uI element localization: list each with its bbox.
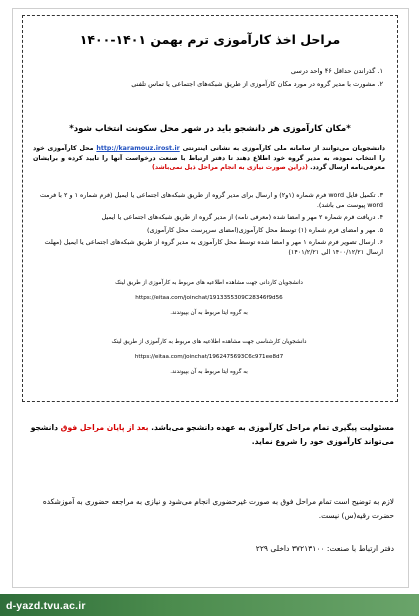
responsibility-after: دانشجو می‌تواند کارآموزی خود را شروع نماید. bbox=[30, 423, 394, 446]
steps-box bbox=[22, 15, 398, 402]
list-item: ۱. گذراندن حداقل ۴۶ واحد درسی bbox=[290, 67, 383, 75]
contact-phone: دفتر ارتباط با صنعت: ۳۷۲۱۳۱۰۰ داخلی ۲۲۹ bbox=[255, 544, 394, 553]
channel-tail: به گروه ایتا مربوط به آن بپیوندند. bbox=[170, 310, 248, 316]
intro-prefix: دانشجویان می‌توانند از سامانه ملی کارآموزی به نشانی اینترنتی bbox=[182, 145, 385, 152]
site-url[interactable]: d-yazd.tvu.ac.ir bbox=[6, 600, 86, 612]
responsibility-paragraph bbox=[27, 421, 394, 449]
list-item: ۵. مهر و امضای فرم شماره (۱) توسط محل کارآموزی(امضای سرپرست محل کارآموزی) bbox=[146, 225, 383, 234]
in-person-note: لازم به توضیح است تمام مراحل فوق به صورت غیرحضوری انجام می‌شود و نیازی به مراجعه حضوری به آموزشکده حضرت رقیه(س) نیست. bbox=[42, 497, 394, 520]
intro-suffix: محل کارآموزی خود را انتخاب نموده، به مدیر گروه خود اطلاع دهند تا دفتر ارتباط با صنعت درخواست آنها را تایید کرده و برایشان معرفی‌نامه ارسال گردد. bbox=[33, 145, 385, 171]
requirements-list bbox=[33, 66, 383, 92]
karamouz-link[interactable]: http://karamouz.irost.ir bbox=[96, 145, 180, 152]
channel-label: دانشجویان کارشناسی جهت مشاهده اطلاعیه های مربوط به کارآموزی از طریق لینک bbox=[111, 339, 307, 345]
channel-block-bachelor bbox=[33, 338, 385, 377]
list-item: ۶. ارسال تصویر فرم شماره ۱ مهر و امضا شده توسط محل کارآموزی به مدیر گروه از طریق شبکه‌های اجتماعی یا ایمیل (مهلت ارسال ۱۴۰۰/۱۲/۲۱ الی ۱۴۰۱/۲/۲۱) bbox=[44, 238, 383, 256]
channel-url[interactable]: https://eitaa.com/joinchat/1962475693C6c971ee8d7 bbox=[134, 354, 284, 360]
responsibility-highlight: بعد از پایان مراحل فوق bbox=[60, 423, 149, 432]
list-item: ۳. تکمیل فایل word فرم شماره (۱و۲) و ارسال برای مدیر گروه از طریق شبکه‌های اجتماعی یا ایمیل (فرم شماره ۱ و ۲ با فرمت word پیوست می باشد). bbox=[39, 191, 383, 209]
channel-tail: به گروه ایتا مربوط به آن بپیوندند. bbox=[170, 369, 248, 375]
list-item: ۴. دریافت فرم شماره ۲ مهر و امضا شده (معرفی نامه) از مدیر گروه از طریق شبکه‌های اجتماعی یا ایمیل bbox=[101, 213, 383, 222]
responsibility-before: مسئولیت پیگیری تمام مراحل کارآموزی به عهده دانشجو می‌باشد. bbox=[151, 423, 394, 432]
channel-label: دانشجویان کاردانی جهت مشاهده اطلاعیه های مربوط به کارآموزی از طریق لینک bbox=[115, 280, 303, 286]
channel-url[interactable]: https://eitaa.com/joinchat/1913355309C28346f9d56 bbox=[135, 295, 283, 301]
page-title: مراحل اخذ کارآموزی ترم بهمن ۱۴۰۱-۱۴۰۰ bbox=[79, 32, 341, 47]
location-notice: *مکان کارآموزی هر دانشجو باید در شهر محل سکونت انتخاب شود* bbox=[69, 124, 351, 134]
steps-list bbox=[33, 191, 383, 261]
list-item: ۲. مشورت با مدیر گروه در مورد مکان کارآموزی از طریق شبکه‌های اجتماعی یا تماس تلفنی bbox=[131, 80, 383, 88]
footer-bar bbox=[0, 594, 419, 616]
channel-block-associate bbox=[33, 279, 385, 318]
document-page bbox=[12, 8, 409, 588]
intro-note: (دراین صورت نیازی به انجام مراحل ذیل نمی‌باشد) bbox=[151, 164, 308, 171]
intro-paragraph bbox=[33, 144, 385, 173]
